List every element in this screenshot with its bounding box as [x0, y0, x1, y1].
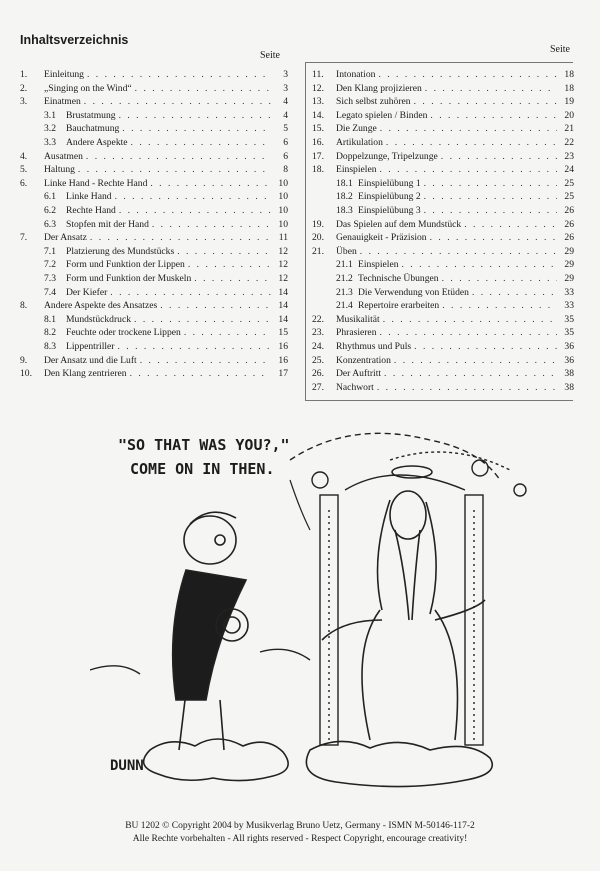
- toc-page-number: 38: [564, 381, 574, 393]
- toc-number: [20, 313, 44, 326]
- toc-leader-dots: [386, 136, 557, 149]
- toc-page-number: 16: [278, 354, 288, 366]
- artist-signature: DUNN: [110, 758, 144, 774]
- toc-title: Form und Funktion der Lippen: [66, 259, 185, 271]
- musician-figure: [173, 512, 248, 750]
- toc-title: Nachwort: [336, 381, 374, 393]
- toc-page-number: 10: [278, 205, 288, 216]
- toc-entry: [20, 95, 288, 108]
- toc-entry: [312, 109, 574, 122]
- toc-title: Artikulation: [336, 137, 383, 148]
- toc-number: 6.: [20, 177, 28, 189]
- toc-title: Linke Hand: [66, 191, 112, 203]
- toc-subnumber: 21.2: [336, 273, 353, 284]
- toc-entry: [312, 299, 574, 312]
- toc-number: 18.: [312, 164, 324, 176]
- toc-entry: [312, 245, 574, 258]
- toc-entry: [20, 190, 288, 203]
- footer-rights: Alle Rechte vorbehalten - All rights reserved - Respect Copyright, encourage creativity!: [132, 834, 468, 844]
- toc-number: [20, 326, 44, 339]
- toc-leader-dots: [442, 272, 557, 285]
- speech-line-1: "SO THAT WAS YOU?,": [118, 436, 290, 454]
- toc-entry: [20, 204, 288, 217]
- toc-entry: [20, 150, 288, 163]
- toc-subnumber: 8.2: [44, 327, 56, 339]
- toc-number: 1.: [20, 69, 28, 80]
- toc-subnumber: 18.2: [336, 191, 353, 203]
- toc-leader-dots: [78, 163, 271, 176]
- top-rule: [305, 62, 573, 63]
- toc-number: [20, 272, 44, 285]
- toc-subnumber: 3.1: [44, 109, 56, 121]
- toc-leader-dots: [424, 204, 557, 217]
- toc-page-number: 25: [564, 177, 574, 189]
- toc-title: Phrasieren: [336, 327, 377, 339]
- toc-number: 10.: [20, 368, 32, 380]
- toc-leader-dots: [430, 109, 557, 122]
- toc-entry: [312, 204, 574, 217]
- toc-leader-dots: [160, 299, 271, 312]
- toc-entry: [20, 231, 288, 244]
- toc-page-number: 11: [278, 232, 288, 244]
- toc-page-number: 14: [278, 300, 288, 312]
- toc-leader-dots: [378, 68, 557, 81]
- toc-page-number: 17: [278, 368, 288, 380]
- toc-page-number: 6: [283, 150, 288, 162]
- toc-title: Andere Aspekte des Ansatzes: [44, 300, 158, 312]
- toc-number: [20, 245, 44, 258]
- toc-number: 4.: [20, 150, 28, 162]
- toc-subnumber: 21.1: [336, 259, 353, 271]
- toc-number: [312, 258, 336, 271]
- toc-leader-dots: [110, 286, 271, 299]
- toc-number: [20, 286, 44, 299]
- toc-page-number: 35: [564, 313, 574, 325]
- toc-page-number: 29: [564, 259, 574, 271]
- toc-title: Der Ansatz: [44, 232, 87, 244]
- toc-entry: [312, 68, 574, 81]
- footer-copyright: BU 1202 © Copyright 2004 by Musikverlag Bruno Uetz, Germany - ISMN M-50146-117-2: [125, 821, 475, 831]
- toc-entry: [20, 326, 288, 339]
- toc-page-number: 25: [564, 191, 574, 203]
- toc-page-number: 18: [564, 69, 574, 80]
- toc-page-number: 18: [564, 82, 574, 94]
- toc-entry: [20, 299, 288, 312]
- toc-page-number: 14: [278, 286, 288, 298]
- toc-entry: [312, 150, 574, 163]
- toc-leader-dots: [87, 68, 271, 81]
- toc-entry: [312, 326, 574, 339]
- toc-leader-dots: [86, 150, 271, 163]
- toc-entry: [312, 354, 574, 367]
- toc-title: Der Kiefer: [66, 286, 108, 298]
- bottom-rule: [305, 400, 573, 401]
- toc-title: Legato spielen / Binden: [336, 109, 428, 121]
- toc-page-number: 33: [564, 300, 574, 312]
- toc-number: 21.: [312, 245, 324, 257]
- toc-entry: [312, 136, 574, 149]
- toc-leader-dots: [377, 381, 557, 394]
- toc-title: „Singing on the Wind“: [44, 82, 132, 94]
- toc-entry: [20, 367, 288, 380]
- page-title: Inhaltsverzeichnis: [20, 33, 129, 47]
- toc-number: [312, 299, 336, 312]
- toc-number: 24.: [312, 341, 324, 352]
- toc-number: [20, 340, 44, 353]
- toc-leader-dots: [383, 313, 557, 326]
- toc-number: 23.: [312, 327, 324, 339]
- toc-entry: [312, 177, 574, 190]
- toc-number: 20.: [312, 232, 324, 244]
- toc-leader-dots: [135, 82, 271, 95]
- toc-number: [20, 218, 44, 231]
- toc-title: Form und Funktion der Muskeln: [66, 273, 192, 284]
- toc-number: [20, 258, 44, 271]
- toc-title: Die Zunge: [336, 123, 377, 135]
- toc-entry: [20, 258, 288, 271]
- toc-title: Doppelzunge, Tripelzunge: [336, 150, 438, 162]
- toc-leader-dots: [134, 313, 271, 326]
- toc-page-number: 14: [278, 313, 288, 325]
- toc-leader-dots: [414, 95, 557, 108]
- toc-leader-dots: [424, 177, 557, 190]
- toc-leader-dots: [360, 245, 557, 258]
- toc-page-number: 35: [564, 327, 574, 339]
- toc-number: 26.: [312, 368, 324, 380]
- toc-title: Den Klang projizieren: [336, 82, 422, 94]
- toc-subnumber: 6.2: [44, 205, 56, 216]
- toc-title: Ausatmen: [44, 150, 83, 162]
- toc-number: 2.: [20, 82, 28, 94]
- toc-title: Konzentration: [336, 354, 391, 366]
- toc-page-number: 10: [278, 177, 288, 189]
- toc-title: Einatmen: [44, 96, 81, 108]
- toc-leader-dots: [177, 245, 271, 258]
- toc-leader-dots: [472, 286, 557, 299]
- toc-leader-dots: [380, 163, 558, 176]
- toc-number: [312, 272, 336, 285]
- toc-entry: [20, 68, 288, 81]
- toc-title: Das Spielen auf dem Mundstück: [336, 218, 462, 230]
- toc-number: [312, 286, 336, 299]
- toc-entry: [20, 163, 288, 176]
- toc-title: Intonation: [336, 69, 376, 80]
- toc-page-number: 36: [564, 354, 574, 366]
- toc-page-number: 22: [564, 137, 574, 148]
- toc-title: Andere Aspekte: [66, 137, 128, 148]
- toc-entry: [312, 122, 574, 135]
- toc-number: [20, 136, 44, 149]
- toc-title: Feuchte oder trockene Lippen: [66, 327, 181, 339]
- toc-leader-dots: [414, 340, 557, 353]
- toc-leader-dots: [84, 95, 271, 108]
- toc-number: 17.: [312, 150, 324, 162]
- toc-page-number: 3: [283, 69, 288, 80]
- angel-figure: [322, 466, 485, 740]
- toc-leader-dots: [184, 326, 271, 339]
- toc-subnumber: 7.3: [44, 273, 56, 284]
- toc-subnumber: 6.3: [44, 218, 56, 230]
- toc-number: [20, 204, 44, 217]
- toc-title: Haltung: [44, 164, 75, 176]
- toc-page-number: 33: [564, 286, 574, 298]
- toc-title: Üben: [336, 245, 357, 257]
- toc-title: Rhythmus und Puls: [336, 341, 412, 352]
- toc-page-number: 19: [564, 96, 574, 108]
- toc-entry: [312, 272, 574, 285]
- toc-entry: [312, 231, 574, 244]
- toc-subnumber: 18.3: [336, 205, 353, 216]
- toc-number: 12.: [312, 82, 324, 94]
- toc-leader-dots: [430, 231, 557, 244]
- toc-leader-dots: [119, 204, 271, 217]
- toc-entry: [20, 340, 288, 353]
- toc-leader-dots: [464, 218, 557, 231]
- toc-page-number: 4: [283, 109, 288, 121]
- toc-title: Die Verwendung von Etüden: [358, 286, 469, 298]
- toc-page-number: 12: [278, 259, 288, 271]
- toc-page-number: 5: [283, 123, 288, 135]
- toc-title: Linke Hand - Rechte Hand: [44, 177, 148, 189]
- toc-entry: [20, 272, 288, 285]
- toc-number: 19.: [312, 218, 324, 230]
- toc-number: [312, 190, 336, 203]
- toc-leader-dots: [188, 258, 271, 271]
- toc-page-number: 3: [283, 82, 288, 94]
- toc-subnumber: 7.4: [44, 286, 56, 298]
- toc-page-number: 10: [278, 191, 288, 203]
- toc-page-number: 29: [564, 273, 574, 284]
- toc-leader-dots: [150, 177, 271, 190]
- toc-title: Rechte Hand: [66, 205, 116, 216]
- toc-entry: [20, 136, 288, 149]
- toc-leader-dots: [117, 340, 271, 353]
- toc-subnumber: 8.3: [44, 341, 56, 352]
- toc-entry: [312, 340, 574, 353]
- toc-title: Technische Übungen: [358, 273, 439, 284]
- toc-number: 25.: [312, 354, 324, 366]
- toc-title: Brustatmung: [66, 109, 116, 121]
- toc-title: Platzierung des Mundstücks: [66, 245, 175, 257]
- toc-entry: [20, 286, 288, 299]
- toc-number: 3.: [20, 96, 28, 108]
- toc-leader-dots: [122, 122, 271, 135]
- toc-number: [20, 122, 44, 135]
- toc-title: Mundstückdruck: [66, 313, 132, 325]
- left-cloud: [144, 739, 289, 781]
- toc-number: 14.: [312, 109, 324, 121]
- toc-leader-dots: [130, 367, 271, 380]
- toc-entry: [20, 122, 288, 135]
- toc-title: Genauigkeit - Präzision: [336, 232, 427, 244]
- toc-leader-dots: [90, 231, 271, 244]
- toc-entry: [20, 109, 288, 122]
- toc-entry: [312, 313, 574, 326]
- toc-page-number: 6: [283, 137, 288, 148]
- toc-leader-dots: [119, 109, 271, 122]
- toc-entry: [20, 313, 288, 326]
- toc-title: Lippentriller: [66, 341, 115, 352]
- toc-leader-dots: [152, 218, 271, 231]
- toc-leader-dots: [131, 136, 271, 149]
- toc-page-number: 23: [564, 150, 574, 162]
- toc-subnumber: 6.1: [44, 191, 56, 203]
- toc-subnumber: 8.1: [44, 313, 56, 325]
- toc-title: Der Auftritt: [336, 368, 382, 380]
- toc-page-number: 12: [278, 273, 288, 284]
- toc-leader-dots: [380, 326, 558, 339]
- toc-entry: [312, 190, 574, 203]
- toc-number: 9.: [20, 354, 28, 366]
- toc-entry: [20, 245, 288, 258]
- toc-page-number: 36: [564, 341, 574, 352]
- toc-page-number: 38: [564, 368, 574, 380]
- toc-title: Einleitung: [44, 69, 84, 80]
- toc-number: [312, 177, 336, 190]
- cartoon-illustration: [90, 420, 570, 800]
- toc-number: 8.: [20, 300, 28, 312]
- toc-number: [20, 109, 44, 122]
- toc-number: 16.: [312, 137, 324, 148]
- toc-page-number: 12: [278, 245, 288, 257]
- toc-title: Einspielübung 3: [358, 205, 421, 216]
- toc-leader-dots: [441, 150, 557, 163]
- toc-number: 11.: [312, 69, 324, 80]
- toc-entry: [20, 82, 288, 95]
- toc-title: Einspielen: [336, 164, 377, 176]
- speech-line-2: COME ON IN THEN.: [130, 460, 275, 478]
- toc-entry: [20, 354, 288, 367]
- toc-entry: [312, 163, 574, 176]
- toc-page-number: 26: [564, 205, 574, 216]
- toc-title: Bauchatmung: [66, 123, 120, 135]
- toc-number: 7.: [20, 232, 28, 244]
- toc-subnumber: 21.3: [336, 286, 353, 298]
- toc-number: 22.: [312, 313, 324, 325]
- toc-page-number: 26: [564, 232, 574, 244]
- toc-subnumber: 7.1: [44, 245, 56, 257]
- right-cloud: [306, 741, 492, 786]
- seite-label-left: Seite: [260, 50, 280, 61]
- toc-number: 13.: [312, 96, 324, 108]
- toc-page-number: 4: [283, 96, 288, 108]
- seite-label-right: Seite: [550, 44, 570, 55]
- toc-entry: [20, 177, 288, 190]
- toc-title: Stopfen mit der Hand: [66, 218, 149, 230]
- toc-subnumber: 18.1: [336, 177, 353, 189]
- toc-title: Der Ansatz und die Luft: [44, 354, 137, 366]
- toc-page-number: 24: [564, 164, 574, 176]
- toc-leader-dots: [380, 122, 557, 135]
- toc-page-number: 20: [564, 109, 574, 121]
- toc-page-number: 29: [564, 245, 574, 257]
- toc-entry: [312, 367, 574, 380]
- toc-entry: [20, 218, 288, 231]
- toc-number: 5.: [20, 164, 28, 176]
- toc-subnumber: 3.2: [44, 123, 56, 135]
- toc-entry: [312, 286, 574, 299]
- toc-leader-dots: [194, 272, 271, 285]
- toc-entry: [312, 95, 574, 108]
- toc-number: 15.: [312, 123, 324, 135]
- toc-page-number: 15: [278, 327, 288, 339]
- toc-number: [312, 204, 336, 217]
- toc-leader-dots: [425, 82, 557, 95]
- toc-entry: [312, 218, 574, 231]
- toc-leader-dots: [402, 258, 558, 271]
- toc-page-number: 10: [278, 218, 288, 230]
- toc-title: Einspielübung 2: [358, 191, 421, 203]
- toc-page-number: 26: [564, 218, 574, 230]
- toc-title: Sich selbst zuhören: [336, 96, 411, 108]
- toc-entry: [312, 381, 574, 394]
- heaven-gate: [290, 433, 526, 745]
- toc-page-number: 16: [278, 341, 288, 352]
- toc-title: Repertoire erarbeiten: [358, 300, 440, 312]
- toc-title: Den Klang zentrieren: [44, 368, 127, 380]
- toc-page-number: 21: [564, 123, 574, 135]
- toc-title: Einspielübung 1: [358, 177, 421, 189]
- column-divider: [305, 62, 306, 400]
- toc-number: [20, 190, 44, 203]
- toc-page-number: 8: [283, 164, 288, 176]
- toc-subnumber: 7.2: [44, 259, 56, 271]
- toc-title: Einspielen: [358, 259, 399, 271]
- toc-leader-dots: [140, 354, 271, 367]
- toc-entry: [312, 82, 574, 95]
- toc-leader-dots: [442, 299, 557, 312]
- toc-leader-dots: [424, 190, 557, 203]
- toc-entry: [312, 258, 574, 271]
- toc-number: 27.: [312, 381, 324, 393]
- toc-title: Musikalität: [336, 313, 380, 325]
- toc-subnumber: 3.3: [44, 137, 56, 148]
- toc-subnumber: 21.4: [336, 300, 353, 312]
- toc-leader-dots: [384, 367, 557, 380]
- speech-pointer: [290, 480, 310, 530]
- toc-leader-dots: [115, 190, 271, 203]
- toc-leader-dots: [394, 354, 557, 367]
